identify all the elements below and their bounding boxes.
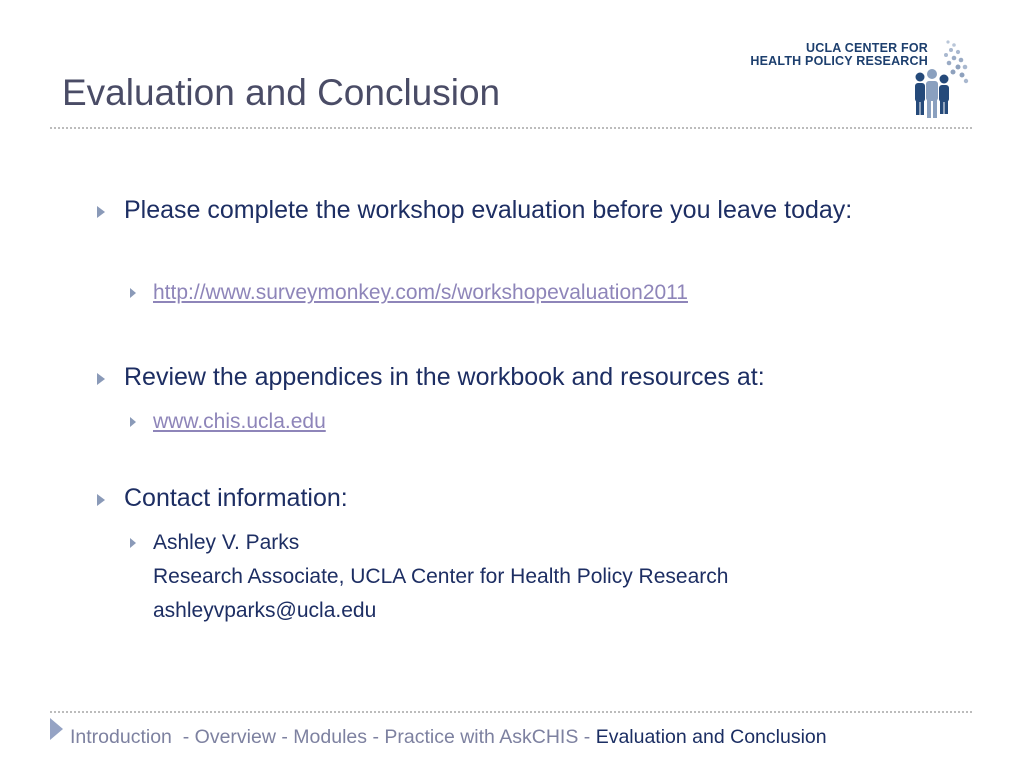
slide-title: Evaluation and Conclusion xyxy=(62,72,501,113)
contact-details xyxy=(153,526,953,628)
chis-link[interactable]: www.chis.ucla.edu xyxy=(153,410,326,433)
footer-nav-introduction[interactable]: Introduction xyxy=(70,726,172,748)
footer-navigation xyxy=(70,726,827,749)
footer-nav-evaluation[interactable]: Evaluation and Conclusion xyxy=(595,726,827,748)
sub-bullet-arrow-icon xyxy=(130,417,136,427)
contact-title: Research Associate, UCLA Center for Health Policy Research xyxy=(153,565,729,588)
footer-divider xyxy=(50,711,972,713)
footer-separator: - xyxy=(583,726,591,748)
bullet-evaluation: Please complete the workshop evaluation before you leave today: xyxy=(124,196,853,224)
bullet-contact: Contact information: xyxy=(124,484,348,512)
footer-arrow-icon xyxy=(50,718,63,740)
footer-nav-modules[interactable]: Modules xyxy=(293,726,368,748)
bullet-arrow-icon xyxy=(97,494,105,506)
sub-bullet-chis-link xyxy=(153,405,953,439)
bullet-appendices: Review the appendices in the workbook and resources at: xyxy=(124,363,765,391)
logo-text-line1: UCLA CENTER FOR xyxy=(806,41,928,55)
survey-link[interactable]: http://www.surveymonkey.com/s/workshopevaluation2011 xyxy=(153,281,688,304)
bullet-arrow-icon xyxy=(97,206,105,218)
logo-text-line2: HEALTH POLICY RESEARCH xyxy=(750,54,928,68)
contact-name: Ashley V. Parks xyxy=(153,531,300,554)
sub-bullet-arrow-icon xyxy=(130,288,136,298)
footer-separator: - xyxy=(372,726,379,748)
footer-nav-practice[interactable]: Practice with AskCHIS xyxy=(384,726,579,748)
sub-bullet-evaluation-link xyxy=(153,276,953,310)
bullet-arrow-icon xyxy=(97,373,105,385)
contact-email: ashleyvparks@ucla.edu xyxy=(153,599,377,622)
footer-separator: - xyxy=(281,726,288,748)
footer-separator: - xyxy=(182,726,190,748)
footer-nav-overview[interactable]: Overview xyxy=(194,726,276,748)
sub-bullet-arrow-icon xyxy=(130,538,136,548)
